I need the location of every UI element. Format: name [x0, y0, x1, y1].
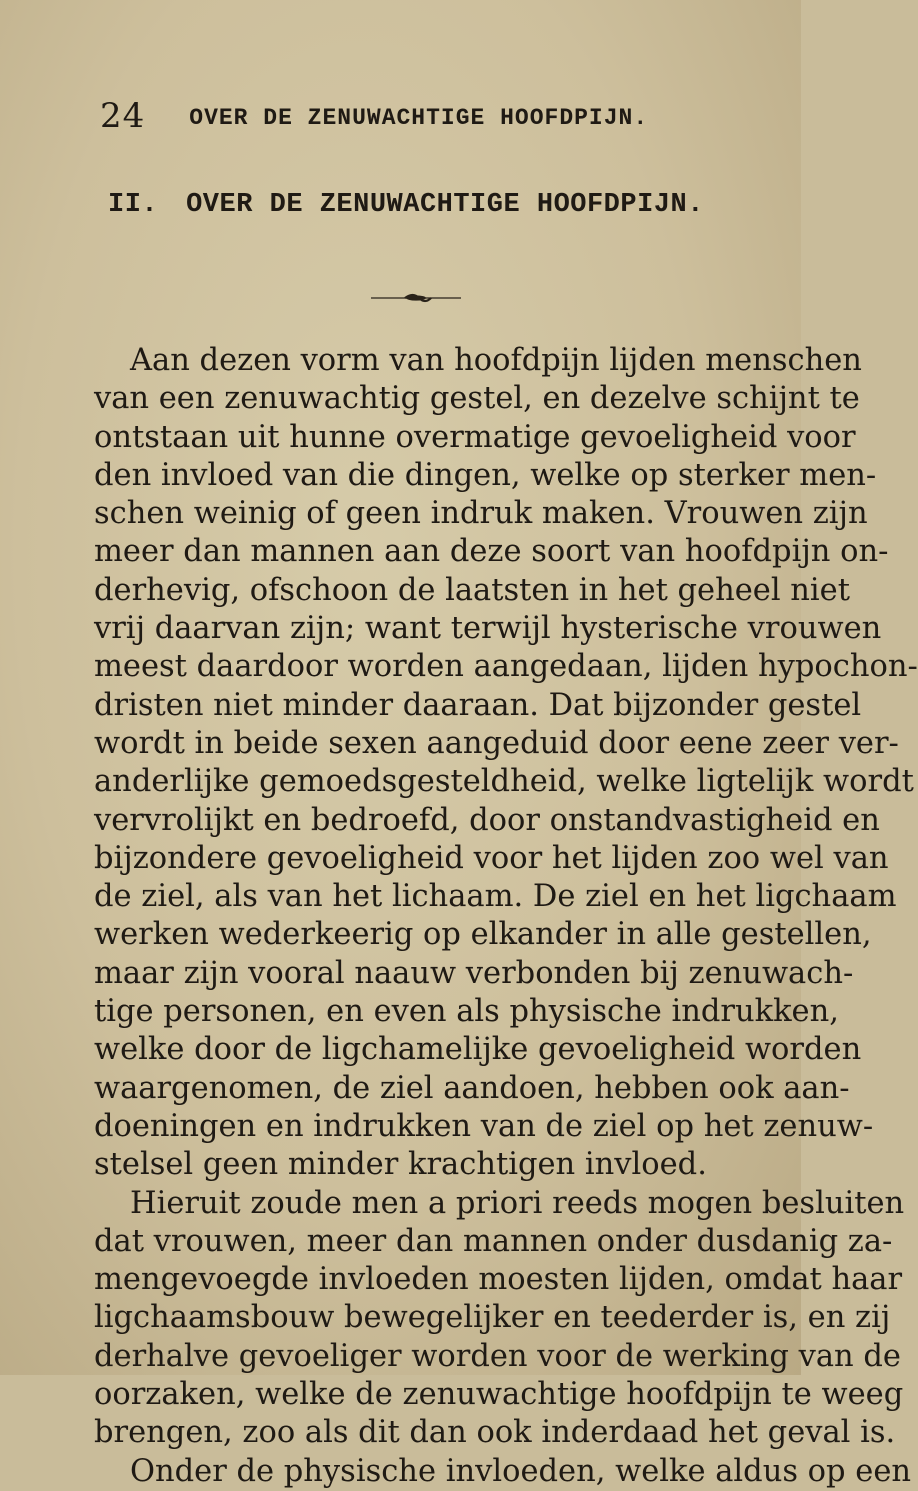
- running-header: [100, 96, 740, 136]
- text-line: tige personen, en even als physische indrukken,: [94, 994, 839, 1030]
- text-line: vervrolijkt en bedroefd, door onstandvastigheid en: [94, 802, 880, 838]
- text-line: werken wederkeerig op elkander in alle gestellen,: [94, 917, 872, 953]
- text-line: welke door de ligchamelijke gevoeligheid worden: [94, 1032, 862, 1068]
- text-line: waargenomen, de ziel aandoen, hebben ook aan-: [94, 1070, 850, 1106]
- text-line: Aan dezen vorm van hoofdpijn lijden menschen: [130, 343, 862, 378]
- text-line: derhevig, ofschoon de laatsten in het geheel niet: [94, 572, 850, 608]
- text-line: anderlijke gemoedsgesteldheid, welke ligtelijk wordt: [94, 764, 914, 800]
- ornament-divider: [371, 293, 461, 303]
- page-number: 24: [100, 96, 146, 136]
- text-line: meest daardoor worden aangedaan, lijden hypochon-: [94, 649, 918, 685]
- text-line: bijzondere gevoeligheid voor het lijden zoo wel van: [94, 840, 889, 876]
- text-line: van een zenuwachtig gestel, en dezelve schijnt te: [94, 381, 860, 417]
- text-line: oorzaken, welke de zenuwachtige hoofdpijn te weeg: [94, 1377, 904, 1413]
- text-line: doeningen en indrukken van de ziel op het zenuw-: [94, 1108, 874, 1144]
- text-line: wordt in beide sexen aangeduid door eene zeer ver-: [94, 725, 899, 761]
- text-line: dat vrouwen, meer dan mannen onder dusdanig za-: [94, 1223, 893, 1259]
- text-line: Onder de physische invloeden, welke aldus op een: [130, 1453, 912, 1489]
- text-line: ligchaamsbouw bewegelijker en teederder is, en zij: [94, 1300, 891, 1336]
- chapter-number: II.: [108, 190, 159, 220]
- text-line: brengen, zoo als dit dan ook inderdaad het geval is.: [94, 1415, 896, 1451]
- text-line: dristen niet minder daaraan. Dat bijzonder gestel: [94, 687, 862, 723]
- text-line: den invloed van die dingen, welke op sterker men-: [94, 457, 877, 493]
- text-line: ontstaan uit hunne overmatige gevoeligheid voor: [94, 419, 856, 455]
- text-line: de ziel, als van het lichaam. De ziel en het ligchaam: [94, 879, 897, 915]
- chapter-heading: [108, 190, 728, 220]
- text-line: derhalve gevoeliger worden voor de werking van de: [94, 1338, 901, 1374]
- text-line: vrij daarvan zijn; want terwijl hysterische vrouwen: [94, 611, 882, 647]
- text-line: schen weinig of geen indruk maken. Vrouwen zijn: [94, 496, 868, 532]
- text-line: maar zijn vooral naauw verbonden bij zenuwach-: [94, 955, 854, 991]
- running-title: OVER DE ZENUWACHTIGE HOOFDPIJN.: [189, 105, 649, 131]
- chapter-title: OVER DE ZENUWACHTIGE HOOFDPIJN.: [186, 190, 704, 220]
- text-line: mengevoegde invloeden moesten lijden, omdat haar: [94, 1262, 903, 1298]
- text-line: meer dan mannen aan deze soort van hoofdpijn on-: [94, 534, 889, 570]
- body-text: [94, 342, 918, 1491]
- text-line: Hieruit zoude men a priori reeds mogen besluiten: [130, 1185, 905, 1221]
- text-line: stelsel geen minder krachtigen invloed.: [94, 1147, 707, 1183]
